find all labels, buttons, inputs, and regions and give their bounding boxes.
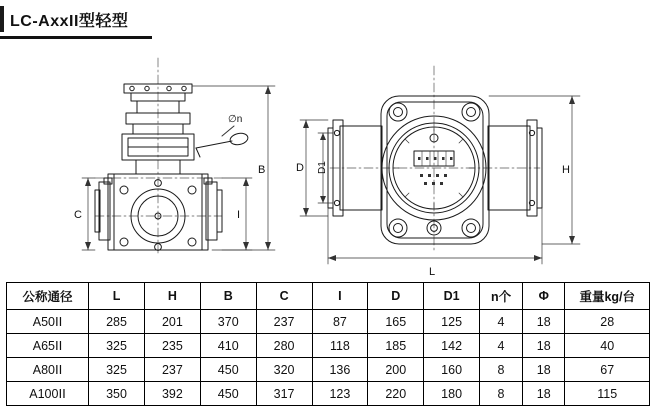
cell-B: 410 — [200, 334, 256, 358]
cell-C: 280 — [256, 334, 312, 358]
cell-B: 370 — [200, 310, 256, 334]
cell-n: 8 — [480, 358, 523, 382]
th-n: n个 — [480, 283, 523, 310]
cell-model: A80ⅠⅠ — [7, 358, 89, 382]
technical-drawing — [0, 38, 656, 278]
cell-B: 450 — [200, 358, 256, 382]
cell-phi: 18 — [523, 358, 565, 382]
cell-I: 123 — [312, 382, 368, 406]
cell-C: 320 — [256, 358, 312, 382]
th-H: H — [144, 283, 200, 310]
page-title: LC-AxxII型轻型 — [10, 13, 129, 30]
cell-L: 325 — [89, 334, 145, 358]
cell-L: 325 — [89, 358, 145, 382]
table-row — [7, 334, 650, 358]
th-D: D — [368, 283, 424, 310]
label-C: C — [74, 209, 82, 221]
th-phi: Φ — [523, 283, 565, 310]
cell-n: 4 — [480, 310, 523, 334]
cell-C: 237 — [256, 310, 312, 334]
cell-D1: 160 — [424, 358, 480, 382]
cell-weight: 115 — [565, 382, 650, 406]
cell-H: 235 — [144, 334, 200, 358]
cell-D1: 142 — [424, 334, 480, 358]
label-L: L — [429, 266, 436, 278]
spec-table — [6, 282, 650, 406]
label-B: B — [258, 164, 266, 176]
left-view-group — [74, 58, 275, 253]
cell-weight: 40 — [565, 334, 650, 358]
cell-D: 165 — [368, 310, 424, 334]
cell-C: 317 — [256, 382, 312, 406]
table-row — [7, 310, 650, 334]
th-D1: D1 — [424, 283, 480, 310]
th-weight: 重量kg/台 — [565, 283, 650, 310]
drawing-svg — [0, 38, 656, 278]
cell-weight: 28 — [565, 310, 650, 334]
cell-phi: 18 — [523, 310, 565, 334]
th-L: L — [89, 283, 145, 310]
right-view-group — [296, 66, 580, 278]
cell-L: 285 — [89, 310, 145, 334]
cell-model: A100ⅠⅠ — [7, 382, 89, 406]
cell-n: 8 — [480, 382, 523, 406]
th-nominal-diameter: 公称通径 — [7, 283, 89, 310]
th-C: C — [256, 283, 312, 310]
cell-H: 392 — [144, 382, 200, 406]
cell-H: 201 — [144, 310, 200, 334]
label-D1: D1 — [317, 161, 328, 174]
cell-model: A65ⅠⅠ — [7, 334, 89, 358]
label-H: H — [562, 164, 570, 176]
cell-D: 200 — [368, 358, 424, 382]
cell-D: 185 — [368, 334, 424, 358]
cell-I: 87 — [312, 310, 368, 334]
cell-H: 237 — [144, 358, 200, 382]
label-n: ∅n — [228, 114, 243, 125]
cell-phi: 18 — [523, 382, 565, 406]
cell-I: 118 — [312, 334, 368, 358]
cell-L: 350 — [89, 382, 145, 406]
cell-B: 450 — [200, 382, 256, 406]
page-header — [0, 6, 656, 32]
cell-weight: 67 — [565, 358, 650, 382]
cell-I: 136 — [312, 358, 368, 382]
cell-D: 220 — [368, 382, 424, 406]
table-row — [7, 358, 650, 382]
cell-n: 4 — [480, 334, 523, 358]
th-I: I — [312, 283, 368, 310]
th-B: B — [200, 283, 256, 310]
table-header-row — [7, 283, 650, 310]
cell-D1: 180 — [424, 382, 480, 406]
label-D: D — [296, 162, 304, 174]
cell-D1: 125 — [424, 310, 480, 334]
cell-model: A50ⅠⅠ — [7, 310, 89, 334]
label-I: I — [237, 209, 241, 221]
title-accent-bar — [0, 6, 4, 32]
cell-phi: 18 — [523, 334, 565, 358]
table-row — [7, 382, 650, 406]
